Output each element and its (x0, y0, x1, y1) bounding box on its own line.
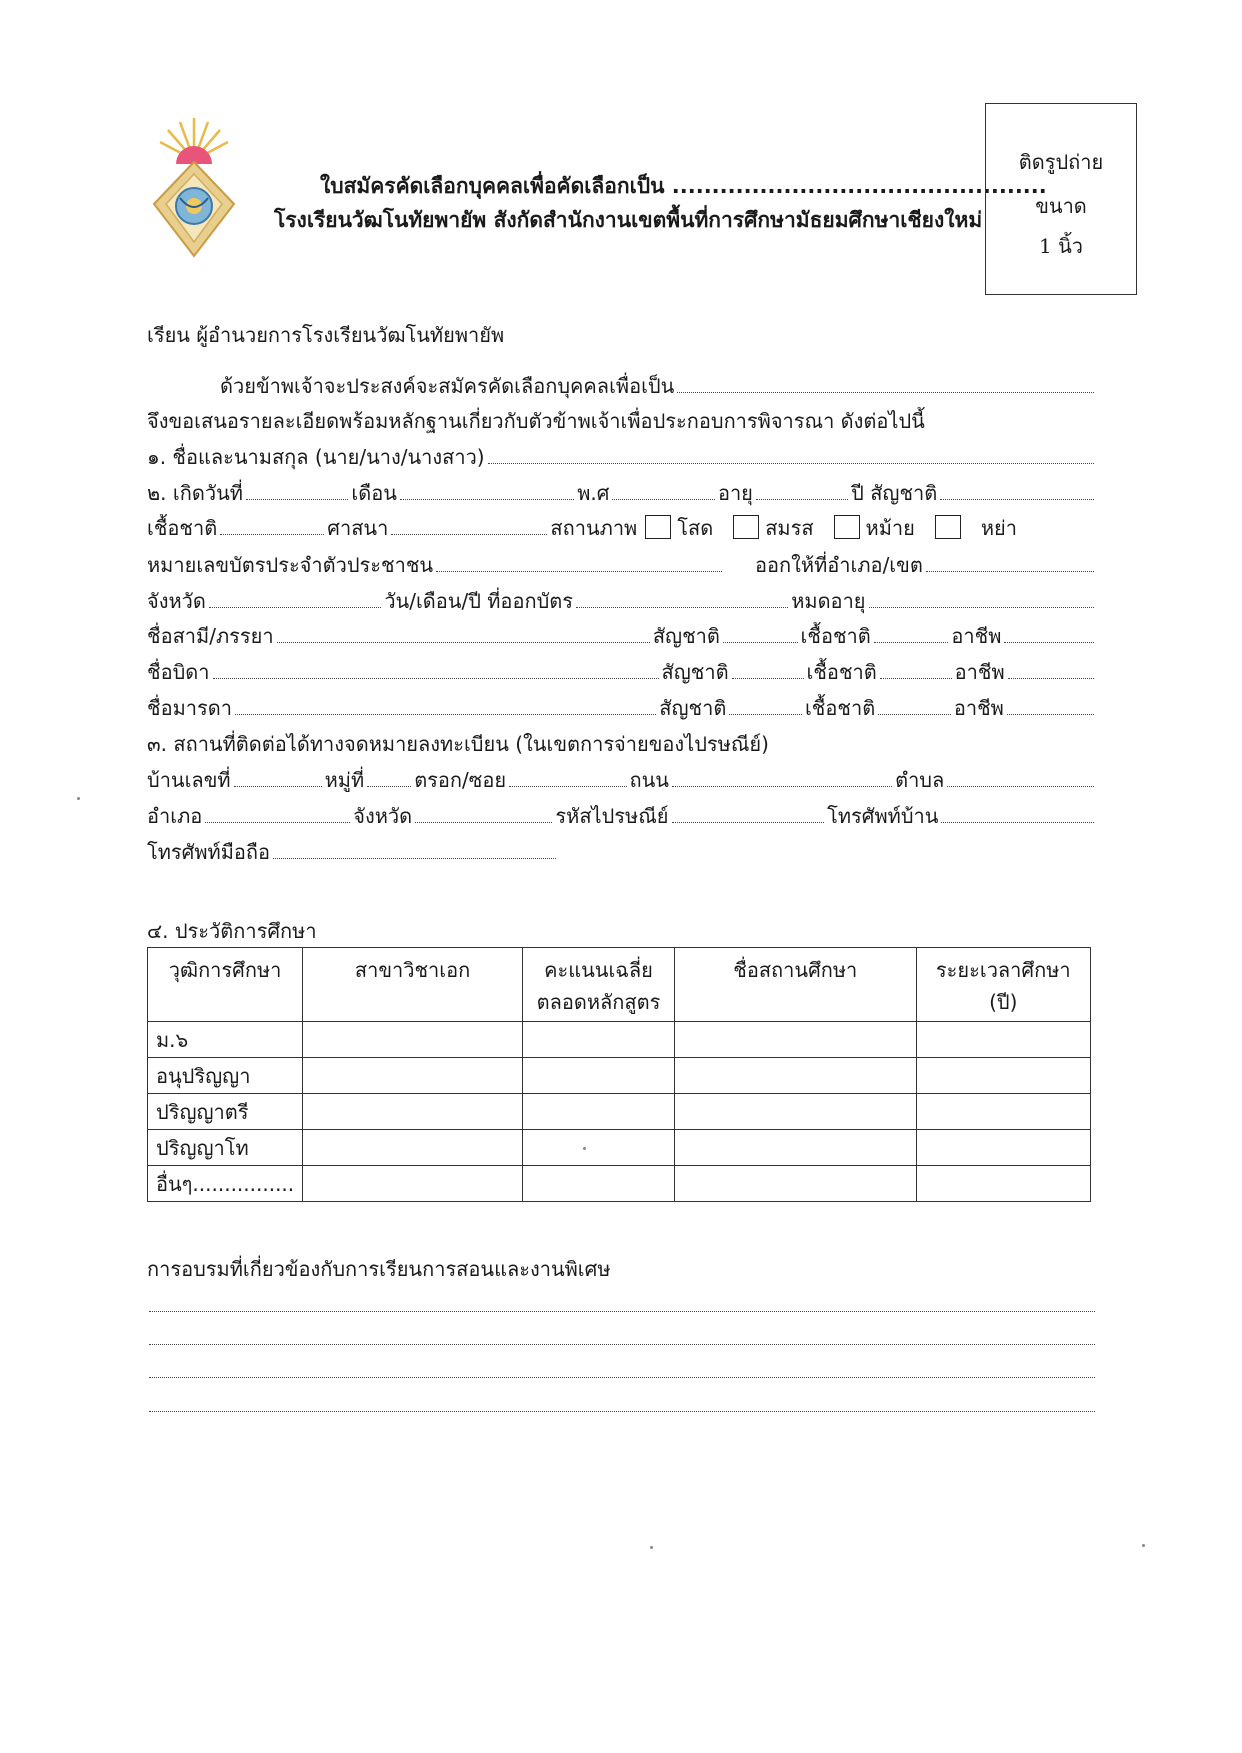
name-field[interactable] (488, 443, 1094, 464)
spouse-occupation-field[interactable] (1004, 622, 1094, 643)
training-line-3[interactable] (149, 1376, 1095, 1378)
major-cell[interactable] (303, 1058, 523, 1094)
training-line-4[interactable] (149, 1410, 1095, 1412)
mother-occupation-field[interactable] (1007, 694, 1094, 715)
mother-nationality-label: สัญชาติ (659, 696, 727, 720)
header-line-1: ใบสมัครคัดเลือกบุคคลเพื่อคัดเลือกเป็น ............................................... (320, 174, 1047, 198)
birth-month-label: เดือน (351, 481, 397, 505)
father-nationality-field[interactable] (732, 658, 804, 679)
header-duration: ระยะเวลาศึกษา (ปี) (916, 948, 1090, 1022)
header-institution: ชื่อสถานศึกษา (675, 948, 916, 1022)
father-label: ชื่อบิดา (147, 660, 210, 684)
intro-text-2: จึงขอเสนอรายละเอียดพร้อมหลักฐานเกี่ยวกับตัวข้าพเจ้าเพื่อประกอบการพิจารณา ดังต่อไปนี้ (147, 409, 925, 433)
religion-field[interactable] (391, 514, 547, 535)
widowed-checkbox[interactable] (834, 515, 860, 539)
spouse-nationality-field[interactable] (723, 622, 798, 643)
district-row (147, 800, 1097, 830)
gpa-cell[interactable] (522, 1130, 674, 1166)
father-occupation-label: อาชีพ (954, 660, 1005, 684)
address-province-label: จังหวัด (353, 804, 413, 828)
widowed-label: หม้าย (865, 516, 915, 540)
postcode-field[interactable] (672, 802, 825, 823)
id-card-field[interactable] (436, 551, 722, 572)
father-row (147, 656, 1097, 686)
alley-field[interactable] (509, 766, 626, 787)
mother-field[interactable] (235, 694, 656, 715)
status-label: สถานภาพ (550, 516, 638, 540)
moo-label: หมู่ที่ (324, 768, 365, 792)
position-field[interactable] (677, 372, 1094, 393)
province-label: จังหวัด (147, 589, 206, 613)
father-race-label: เชื้อชาติ (806, 660, 877, 684)
single-checkbox[interactable] (645, 515, 671, 539)
issued-at-label: ออกให้ที่อำเภอ/เขต (755, 553, 923, 577)
gpa-cell[interactable] (522, 1166, 674, 1202)
scan-speck (77, 797, 80, 800)
degree-cell: ม.๖ (148, 1022, 303, 1058)
header-degree: วุฒิการศึกษา (148, 948, 303, 1022)
header-line-2: โรงเรียนวัฒโนทัยพายัพ สังกัดสำนักงานเขตพื้นที่การศึกษามัธยมศึกษาเชียงใหม่ (274, 208, 983, 232)
birth-day-field[interactable] (246, 479, 349, 500)
district-field[interactable] (205, 802, 350, 823)
institution-cell[interactable] (675, 1058, 916, 1094)
header-gpa: คะแนนเฉลี่ย ตลอดหลักสูตร (522, 948, 674, 1022)
age-field[interactable] (756, 479, 848, 500)
institution-cell[interactable] (675, 1166, 916, 1202)
duration-cell[interactable] (916, 1022, 1090, 1058)
mother-race-field[interactable] (878, 694, 951, 715)
subdistrict-label: ตำบล (895, 768, 945, 792)
issue-row (147, 585, 1097, 615)
table-row (148, 1058, 1091, 1094)
home-phone-label: โทรศัพท์บ้าน (827, 804, 939, 828)
single-label: โสด (677, 516, 714, 540)
id-row (147, 549, 1097, 579)
photo-box-line-3: 1 นิ้ว (1039, 234, 1083, 258)
table-row (148, 1166, 1091, 1202)
mobile-row (147, 836, 559, 866)
scan-speck (1142, 1544, 1145, 1547)
issue-date-field[interactable] (576, 587, 788, 608)
table-row (148, 1022, 1091, 1058)
district-label: อำเภอ (147, 804, 203, 828)
house-row (147, 764, 1097, 794)
expire-field[interactable] (869, 587, 1094, 608)
subdistrict-field[interactable] (947, 766, 1094, 787)
training-line-2[interactable] (149, 1343, 1095, 1345)
mother-nationality-field[interactable] (729, 694, 802, 715)
father-race-field[interactable] (880, 658, 952, 679)
divorced-checkbox[interactable] (935, 515, 961, 539)
major-cell[interactable] (303, 1166, 523, 1202)
major-cell[interactable] (303, 1130, 523, 1166)
father-field[interactable] (213, 658, 659, 679)
birth-day-label: ๒. เกิดวันที่ (147, 481, 243, 505)
father-nationality-label: สัญชาติ (661, 660, 729, 684)
mother-row (147, 692, 1097, 722)
address-title: ๓. สถานที่ติดต่อได้ทางจดหมายลงทะเบียน (ในเขตการจ่ายของไปรษณีย์) (147, 732, 769, 756)
header-major: สาขาวิชาเอก (303, 948, 523, 1022)
issue-date-label: วัน/เดือน/ปี ที่ออกบัตร (384, 589, 573, 613)
scan-speck (583, 1147, 586, 1150)
spouse-field[interactable] (277, 622, 650, 643)
birth-year-label: พ.ศ (577, 481, 610, 505)
province-field[interactable] (209, 587, 381, 608)
id-card-label: หมายเลขบัตรประจำตัวประชาชน (147, 553, 434, 577)
duration-cell[interactable] (916, 1130, 1090, 1166)
gpa-cell[interactable] (522, 1022, 674, 1058)
spouse-row (147, 620, 1097, 650)
married-label: สมรส (765, 516, 814, 540)
name-label: ๑. ชื่อและนามสกุล (นาย/นาง/นางสาว) (147, 445, 485, 469)
house-no-label: บ้านเลขที่ (147, 768, 231, 792)
major-cell[interactable] (303, 1094, 523, 1130)
intro-line-1 (220, 370, 1097, 400)
scan-speck (650, 1546, 653, 1549)
house-no-field[interactable] (234, 766, 322, 787)
education-title: ๔. ประวัติการศึกษา (147, 919, 317, 943)
table-row (148, 1094, 1091, 1130)
alley-label: ตรอก/ซอย (414, 768, 507, 792)
birth-row (147, 477, 1097, 507)
duration-cell[interactable] (916, 1094, 1090, 1130)
religion-label: ศาสนา (327, 516, 389, 540)
institution-cell[interactable] (675, 1022, 916, 1058)
road-field[interactable] (672, 766, 892, 787)
intro-line-2 (147, 405, 1097, 435)
salutation: เรียน ผู้อำนวยการโรงเรียนวัฒโนทัยพายัพ (147, 323, 505, 347)
nationality-field[interactable] (940, 479, 1094, 500)
institution-cell[interactable] (675, 1094, 916, 1130)
expire-label: หมดอายุ (791, 589, 866, 613)
divorced-label: หย่า (980, 516, 1017, 540)
spouse-race-field[interactable] (874, 622, 949, 643)
gpa-cell[interactable] (522, 1058, 674, 1094)
gpa-cell[interactable] (522, 1094, 674, 1130)
age-label: อายุ (717, 481, 753, 505)
name-row (147, 441, 1097, 471)
road-label: ถนน (629, 768, 669, 792)
issued-at-field[interactable] (926, 551, 1094, 572)
home-phone-field[interactable] (941, 802, 1094, 823)
moo-field[interactable] (367, 766, 411, 787)
race-field[interactable] (220, 514, 324, 535)
education-table (147, 947, 1091, 1202)
institution-cell[interactable] (675, 1130, 916, 1166)
training-line-1[interactable] (149, 1310, 1095, 1312)
major-cell[interactable] (303, 1022, 523, 1058)
married-checkbox[interactable] (733, 515, 759, 539)
degree-cell: อนุปริญญา (148, 1058, 303, 1094)
father-occupation-field[interactable] (1008, 658, 1094, 679)
photo-box-line-1: ติดรูปถ่าย (1018, 150, 1104, 174)
degree-cell: อื่นๆ................ (148, 1166, 303, 1202)
mother-label: ชื่อมารดา (147, 696, 232, 720)
degree-cell: ปริญญาตรี (148, 1094, 303, 1130)
race-label: เชื้อชาติ (147, 516, 218, 540)
mobile-field[interactable] (273, 838, 556, 859)
duration-cell[interactable] (916, 1058, 1090, 1094)
nationality-label: ปี สัญชาติ (851, 481, 938, 505)
spouse-nationality-label: สัญชาติ (652, 624, 720, 648)
photo-box-line-2: ขนาด (1035, 194, 1087, 218)
training-title: การอบรมที่เกี่ยวข้องกับการเรียนการสอนและงานพิเศษ (147, 1257, 611, 1281)
birth-month-field[interactable] (400, 479, 574, 500)
school-emblem (150, 112, 238, 264)
intro-text-1: ด้วยข้าพเจ้าจะประสงค์จะสมัครคัดเลือกบุคคลเพื่อเป็น (220, 374, 675, 398)
degree-cell: ปริญญาโท (148, 1130, 303, 1166)
table-header-row (148, 948, 1091, 1022)
postcode-label: รหัสไปรษณีย์ (555, 804, 669, 828)
status-row (147, 512, 1017, 542)
spouse-occupation-label: อาชีพ (951, 624, 1002, 648)
photo-box (985, 103, 1137, 295)
spouse-label: ชื่อสามี/ภรรยา (147, 624, 274, 648)
mother-race-label: เชื้อชาติ (804, 696, 876, 720)
duration-cell[interactable] (916, 1166, 1090, 1202)
mobile-label: โทรศัพท์มือถือ (147, 840, 271, 864)
address-title-row (147, 728, 1097, 758)
spouse-race-label: เชื้อชาติ (800, 624, 871, 648)
table-row (148, 1130, 1091, 1166)
birth-year-field[interactable] (612, 479, 715, 500)
address-province-field[interactable] (415, 802, 552, 823)
mother-occupation-label: อาชีพ (953, 696, 1004, 720)
